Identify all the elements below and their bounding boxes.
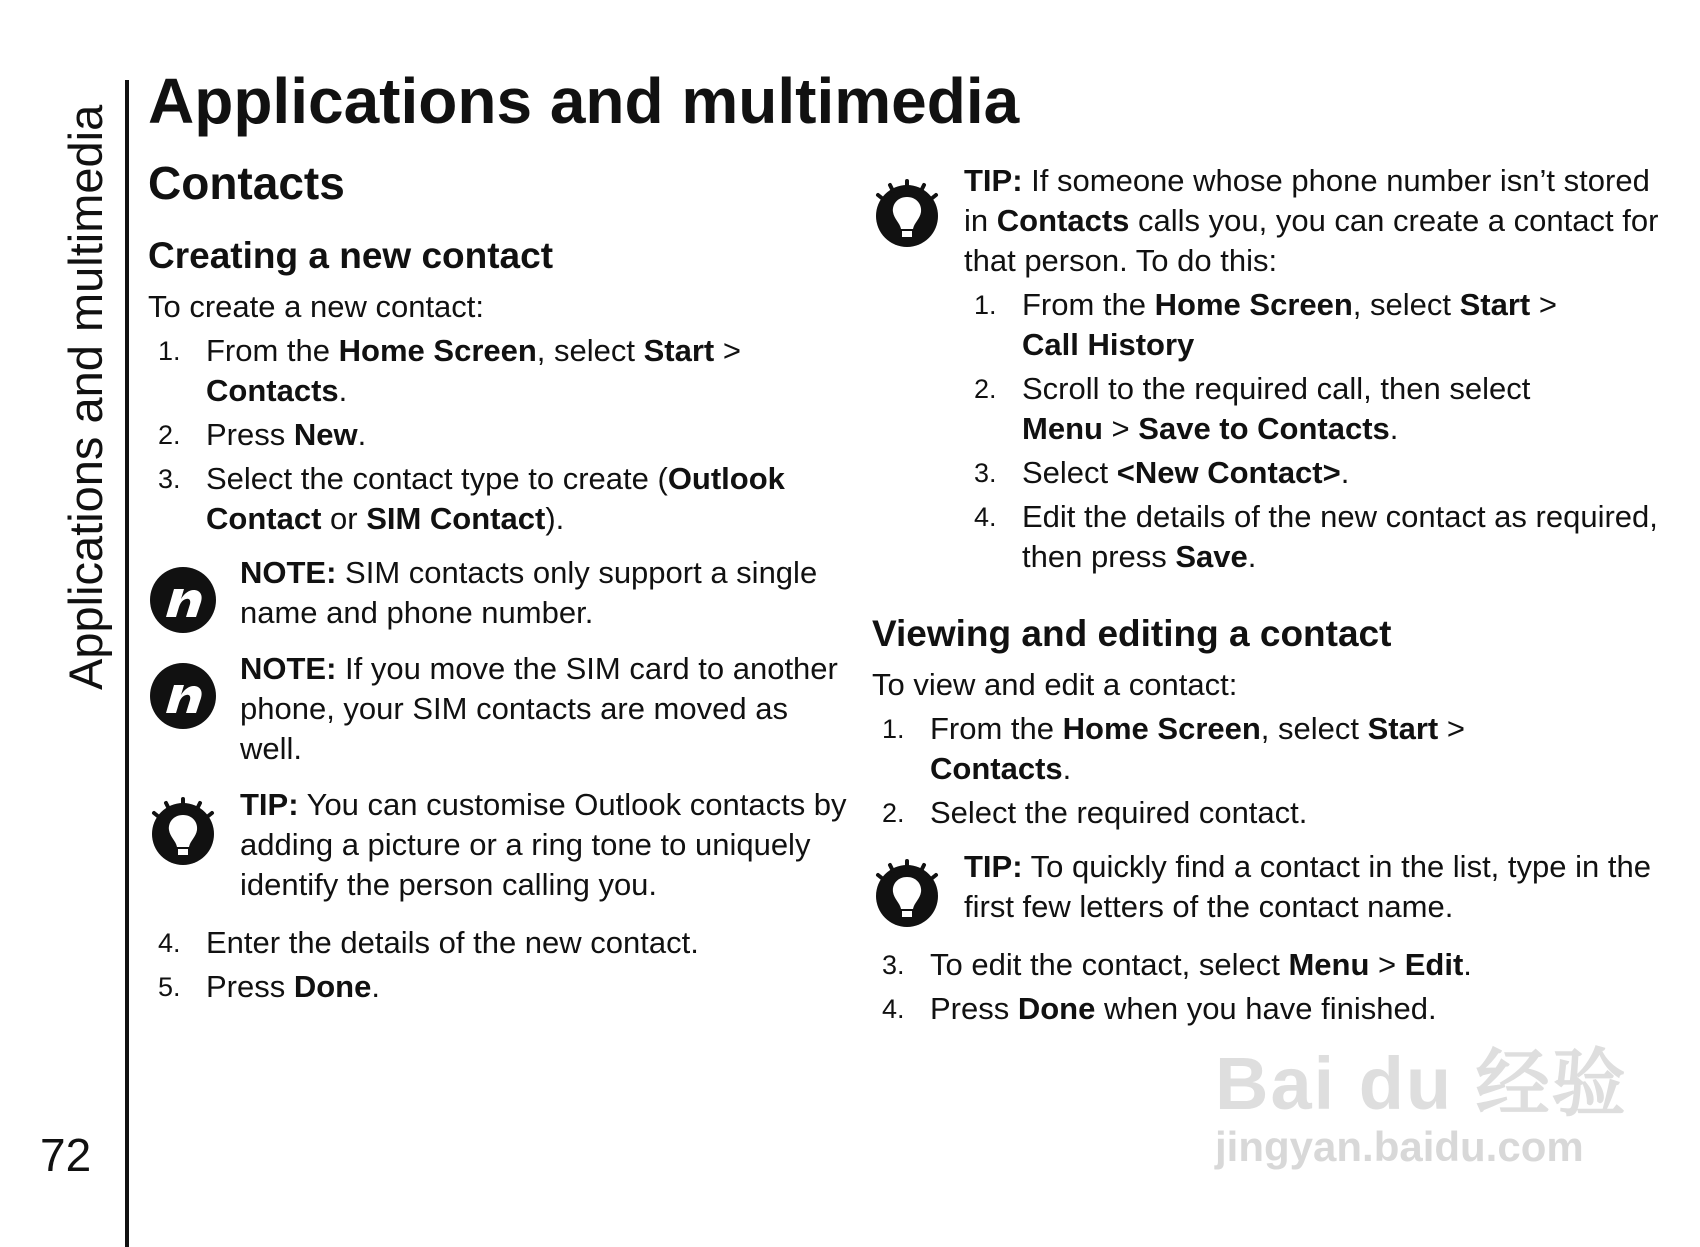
list-item: 2. Press New. xyxy=(158,417,367,452)
list-item: 3. To edit the contact, select Menu > Edit. xyxy=(882,947,1472,982)
creating-steps xyxy=(148,331,848,539)
list-item: 5. Press Done. xyxy=(158,969,380,1004)
creating-steps-continued xyxy=(148,923,848,1007)
tip-steps xyxy=(964,285,1672,577)
list-item: 4. Press Done when you have finished. xyxy=(882,991,1437,1026)
list-item: 1. From the Home Screen, select Start > Contacts. xyxy=(882,711,1465,786)
vertical-divider xyxy=(125,80,129,1247)
creating-intro: To create a new contact: xyxy=(148,289,485,324)
tip-bulb-icon xyxy=(872,179,942,249)
baidu-watermark xyxy=(1215,1042,1635,1195)
left-column xyxy=(148,155,848,1011)
tip-bulb-icon xyxy=(148,797,218,867)
list-item: 3. Select <New Contact>. xyxy=(974,455,1350,490)
note-callout: NOTE: If you move the SIM card to another phone, your SIM contacts are moved as well. xyxy=(148,649,848,769)
list-item: 4. Enter the details of the new contact. xyxy=(158,925,699,960)
list-item: 1. From the Home Screen, select Start > Contacts. xyxy=(158,333,741,408)
page-title: Applications and multimedia xyxy=(148,65,1020,137)
side-section-title: Applications and multimedia xyxy=(59,104,112,690)
tip-callout: TIP: You can customise Outlook contacts by adding a picture or a ring tone to uniquely identify the person calling you. xyxy=(148,785,848,905)
page-number: 72 xyxy=(40,1129,92,1181)
section-title-contacts: Contacts xyxy=(148,157,345,209)
subtitle-creating-contact: Creating a new contact xyxy=(148,235,554,276)
tip-callout: TIP: If someone whose phone number isn’t stored in Contacts calls you, you can create a contact for that person. To do this: 1. From the Home Screen, select Start > Call History 2. Scroll to the required call, then select Menu > Save to Contacts. 3. Select <New Contact>. 4. Edit the details of the new contact as required, then press Save. xyxy=(872,161,1672,577)
watermark-logo-text: Bai du 经验 xyxy=(1215,1042,1628,1125)
list-item: 3. Select the contact type to create (Outlook Contact or SIM Contact). xyxy=(158,461,785,536)
viewing-steps-continued xyxy=(872,945,1672,1029)
right-column xyxy=(872,155,1672,1033)
list-item: 2. Select the required contact. xyxy=(882,795,1308,830)
viewing-steps xyxy=(872,709,1672,833)
list-item: 4. Edit the details of the new contact as required, then press Save. xyxy=(974,499,1658,574)
note-icon xyxy=(148,661,218,731)
list-item: 1. From the Home Screen, select Start > Call History xyxy=(974,287,1557,362)
tip-callout: TIP: To quickly find a contact in the list, type in the first few letters of the contact name. xyxy=(872,847,1672,927)
watermark-url: jingyan.baidu.com xyxy=(1215,1123,1584,1170)
viewing-intro: To view and edit a contact: xyxy=(872,667,1238,702)
note-callout: NOTE: SIM contacts only support a single name and phone number. xyxy=(148,553,848,633)
tip-bulb-icon xyxy=(872,859,942,929)
note-icon xyxy=(148,565,218,635)
list-item: 2. Scroll to the required call, then select Menu > Save to Contacts. xyxy=(974,371,1531,446)
subtitle-viewing-contact: Viewing and editing a contact xyxy=(872,613,1392,654)
